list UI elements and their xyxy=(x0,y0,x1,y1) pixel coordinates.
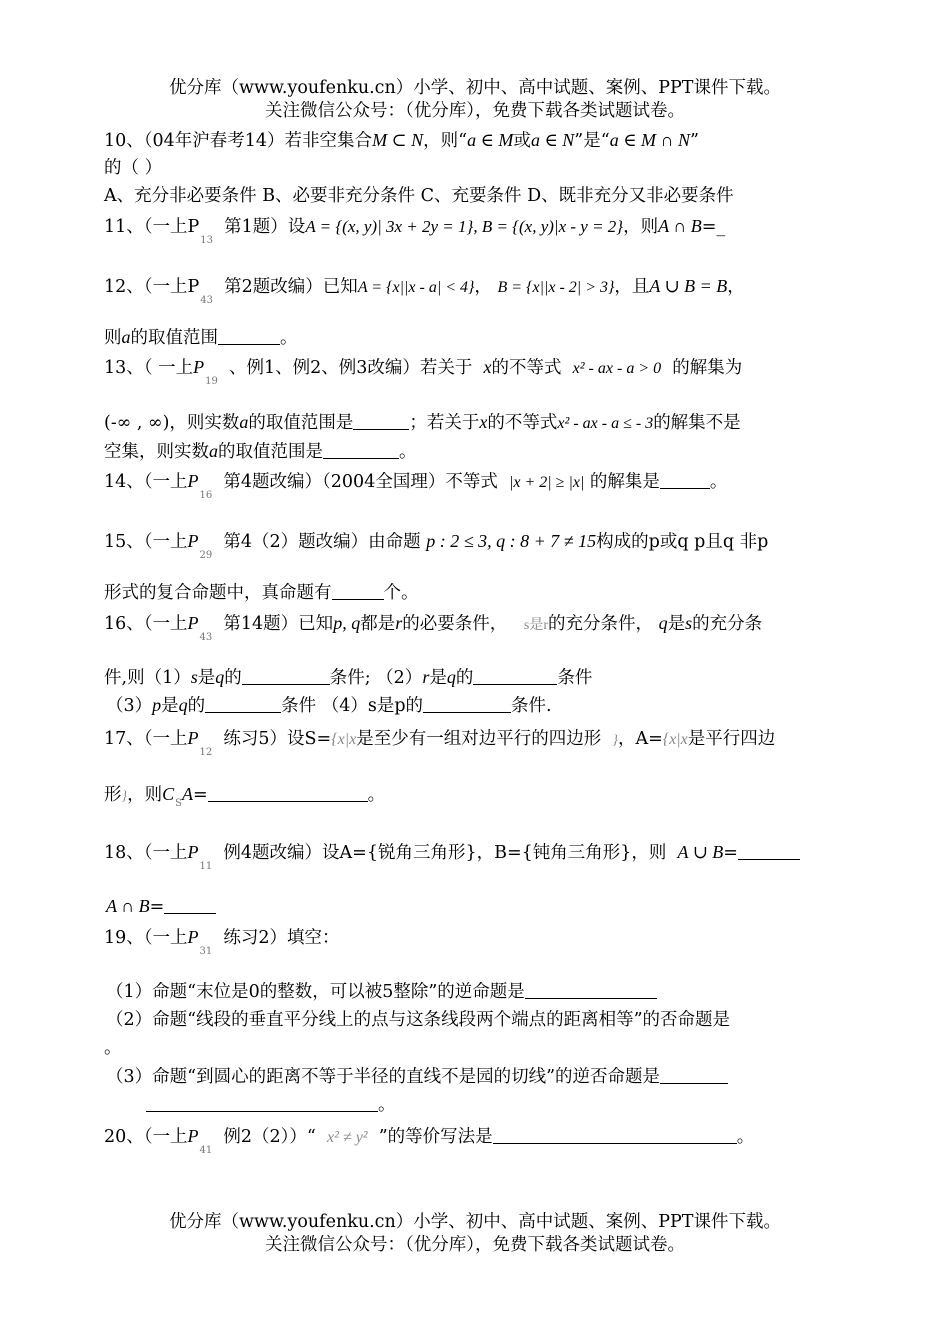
math-q: q xyxy=(658,613,668,633)
math-p: P xyxy=(193,357,205,377)
math-x2-neq-y2: x² ≠ y² xyxy=(327,1129,368,1146)
answer-blank[interactable] xyxy=(738,843,800,860)
text: 条件 xyxy=(557,668,593,688)
math-brace: } xyxy=(121,789,128,804)
math-p: P xyxy=(187,1126,199,1146)
math-set-builder: {x|x xyxy=(331,731,357,748)
text: 第2题改编）已知 xyxy=(224,277,358,297)
question-11-line-1 xyxy=(104,216,726,246)
question-17-prefix: 17、（一上 xyxy=(104,729,188,749)
text: 的必要条件， xyxy=(402,614,508,634)
text: 是 xyxy=(429,668,447,688)
text: 练习2）填空： xyxy=(223,928,340,948)
question-13-line-2 xyxy=(104,412,741,434)
text: 的解集不是 xyxy=(653,413,741,433)
answer-blank[interactable] xyxy=(208,785,368,802)
text: ，则 xyxy=(127,785,163,805)
text: ，且 xyxy=(614,277,650,297)
page-subscript: 31 xyxy=(199,946,213,957)
math-a-in-m-cap-n: a ∈ M ∩ N xyxy=(609,130,691,150)
math-a-cap-b: A ∩ B xyxy=(106,896,150,916)
math-set-a-b: A = {(x, y)| 3x + 2y = 1}, B = {(x, y)|x - y = 2} xyxy=(305,217,624,236)
question-17-line-2 xyxy=(104,784,386,809)
question-10-line-1 xyxy=(104,130,699,152)
answer-blank[interactable] xyxy=(205,696,281,713)
text: = xyxy=(149,897,165,917)
math-p: P xyxy=(187,927,199,947)
question-10-prefix: 10、（04年沪春考14）若非空集合 xyxy=(104,131,373,151)
question-10-options: A、充分非必要条件 B、必要非充分条件 C、充要条件 D、既非充分又非必要条件 xyxy=(104,186,734,206)
text: 是至少有一组对边平行的四边形 xyxy=(356,729,602,749)
text: （3）命题“到圆心的距离不等于半径的直线不是园的切线”的逆否命题是 xyxy=(106,1067,661,1087)
answer-blank[interactable] xyxy=(242,668,330,685)
text: 。 xyxy=(736,1127,755,1147)
text: 的解集是 xyxy=(589,472,660,492)
text: ，A= xyxy=(617,729,663,749)
math-subscript-s: S xyxy=(175,798,182,809)
page-subscript: 43 xyxy=(199,632,213,643)
header-line-2: 关注微信公众号：（优分库），免费下载各类试题试卷。 xyxy=(265,101,685,121)
page-subscript: 13 xyxy=(200,235,214,246)
math-set-b: B = {x||x - 2| > 3} xyxy=(497,279,615,296)
question-15-line-2 xyxy=(104,583,419,604)
math-p: P xyxy=(187,531,199,551)
math-a: a xyxy=(239,412,249,432)
text: 的充分条件， xyxy=(548,614,654,634)
question-19-prefix: 19、（一上 xyxy=(104,928,188,948)
math-q: q xyxy=(215,667,225,687)
text: 都是 xyxy=(360,614,396,634)
question-12-prefix: 12、（一上P xyxy=(104,277,200,297)
text: 空集，则实数 xyxy=(104,442,209,462)
math-q: q xyxy=(178,695,188,715)
math-set-builder: {x|x xyxy=(662,731,688,748)
text: 件,则（1） xyxy=(104,668,191,688)
question-17-line-1 xyxy=(104,728,776,758)
question-19-item-2-end: 。 xyxy=(104,1038,122,1058)
page-subscript: 12 xyxy=(199,747,213,758)
text: 的不等式 xyxy=(491,358,562,378)
math-a: a xyxy=(209,441,218,461)
answer-blank[interactable] xyxy=(473,668,557,685)
math-m-subset-n: M ⊂ N xyxy=(372,130,424,150)
question-15-prefix: 15、（一上 xyxy=(104,532,188,552)
answer-blank[interactable] xyxy=(525,982,657,999)
text: 的 xyxy=(455,668,474,688)
math-p: P xyxy=(187,842,199,862)
question-16-line-1 xyxy=(104,613,763,643)
question-12-line-2 xyxy=(104,327,298,349)
question-19-item-1 xyxy=(106,982,657,1003)
text: 。 xyxy=(378,1095,396,1115)
question-11-prefix: 11、（一上P xyxy=(104,217,200,237)
text: 。 xyxy=(709,472,728,492)
answer-blank[interactable] xyxy=(146,1095,378,1112)
math-a-cap-b: A ∩ B xyxy=(658,216,702,236)
text: 第4题改编）（2004全国理）不等式 xyxy=(223,472,498,492)
text: 练习5）设S= xyxy=(223,729,332,749)
math-p-q: p, q xyxy=(333,613,361,633)
text: 是 xyxy=(161,696,179,716)
text: 是平行四边 xyxy=(687,729,776,749)
text: ， xyxy=(474,277,492,297)
question-18-prefix: 18、（一上 xyxy=(104,843,188,863)
question-13-line-1 xyxy=(104,357,743,387)
math-a: a xyxy=(121,327,131,347)
question-19-item-3 xyxy=(106,1067,728,1088)
answer-blank[interactable] xyxy=(493,1127,737,1144)
text: 的取值范围是 xyxy=(248,413,354,433)
text: 形 xyxy=(104,785,122,805)
page-subscript: 19 xyxy=(205,376,218,387)
page-subscript: 43 xyxy=(200,295,214,306)
text: 。 xyxy=(280,328,298,348)
page-subscript: 41 xyxy=(199,1145,213,1156)
text: 的 xyxy=(187,696,206,716)
answer-blank[interactable] xyxy=(660,1067,728,1084)
math-p: P xyxy=(187,471,199,491)
text: 条件 （4）s是p的 xyxy=(281,696,424,716)
text: 则 xyxy=(104,328,122,348)
text: ”是“ xyxy=(574,131,610,151)
text: ，则 xyxy=(623,217,659,237)
math-r: r xyxy=(422,667,430,687)
question-10-line-2: 的（ ） xyxy=(104,158,163,178)
question-18-line-2 xyxy=(106,896,216,918)
text: 第4（2）题改编）由命题 xyxy=(223,532,421,552)
math-a-in-m: a ∈ M xyxy=(467,130,514,150)
math-p: P xyxy=(187,728,199,748)
math-p: P xyxy=(187,613,199,633)
page-subscript: 11 xyxy=(199,861,213,872)
text: 第14题）已知 xyxy=(223,614,334,634)
footer-line-1: 优分库（www.youfenku.cn）小学、初中、高中试题、案例、PPT课件下载。 xyxy=(169,1212,781,1232)
answer-blank[interactable] xyxy=(164,897,216,914)
question-14-line-1 xyxy=(104,471,728,501)
answer-blank[interactable] xyxy=(323,442,399,459)
question-19-item-3-end xyxy=(146,1095,396,1116)
math-propositions: p : 2 ≤ 3, q : 8 + 7 ≠ 15 xyxy=(426,531,597,551)
text: 的解集为 xyxy=(672,358,743,378)
math-set-a: A = {x||x - a| < 4} xyxy=(357,279,475,296)
answer-blank[interactable] xyxy=(218,328,280,345)
math-abs-inequality: |x + 2| ≥ |x| xyxy=(508,474,585,491)
math-s: s xyxy=(190,667,198,687)
text: 的取值范围是 xyxy=(218,442,323,462)
text: ， xyxy=(727,277,745,297)
text: 个。 xyxy=(383,583,419,603)
math-complement: C xyxy=(162,784,175,804)
text: 构成的p或q p且q 非p xyxy=(596,532,769,552)
text: 条件. xyxy=(511,696,552,716)
math-a-cup-b-eq-b: A ∪ B = B xyxy=(649,276,728,296)
footer-line-2: 关注微信公众号：（优分库），免费下载各类试题试卷。 xyxy=(265,1235,685,1255)
text: ”的等价写法是 xyxy=(378,1127,493,1147)
answer-blank[interactable] xyxy=(332,583,384,600)
math-x: x xyxy=(479,412,488,432)
math-interval: (-∞ , ∞) xyxy=(104,413,170,433)
question-16-prefix: 16、（一上 xyxy=(104,614,188,634)
question-16-line-3 xyxy=(106,695,552,717)
question-16-line-2 xyxy=(104,667,592,689)
text: =_ xyxy=(701,217,726,237)
text: 条件; （2） xyxy=(329,668,423,688)
question-13-line-3 xyxy=(104,441,417,463)
question-14-prefix: 14、（一上 xyxy=(104,472,188,492)
page-subscript: 16 xyxy=(199,490,213,501)
answer-blank[interactable] xyxy=(353,413,409,430)
math-a: A xyxy=(181,784,193,804)
text: 例2（2））“ xyxy=(223,1127,316,1147)
math-r: r xyxy=(395,613,403,633)
text: 或 xyxy=(513,131,531,151)
answer-blank[interactable] xyxy=(423,696,511,713)
text: 的充分条 xyxy=(692,614,763,634)
text: （1）命题“末位是0的整数，可以被5整除”的逆命题是 xyxy=(106,982,525,1002)
math-brace: } xyxy=(612,733,618,748)
math-p: p xyxy=(152,695,162,715)
question-15-line-1 xyxy=(104,531,769,561)
math-x: x xyxy=(483,357,492,377)
text: 。 xyxy=(399,442,417,462)
question-19-item-2: （2）命题“线段的垂直平分线上的点与这条线段两个端点的距离相等”的否命题是 xyxy=(106,1010,731,1030)
text: 形式的复合命题中，真命题有 xyxy=(104,583,332,603)
question-20-prefix: 20、（一上 xyxy=(104,1127,188,1147)
text: ；若关于 xyxy=(409,413,480,433)
text: = xyxy=(723,843,738,863)
text: 的取值范围 xyxy=(130,328,218,348)
math-inequality-2: x² - ax - a ≤ - 3 xyxy=(557,415,654,432)
text: 的 xyxy=(224,668,242,688)
question-13-prefix: 13、（ 一上 xyxy=(104,358,194,378)
math-s: s xyxy=(685,613,693,633)
math-a-in-n: a ∈ N xyxy=(530,130,575,150)
text: = xyxy=(192,785,208,805)
text: ” xyxy=(690,131,699,151)
text: 例4题改编）设A={锐角三角形}，B={钝角三角形}，则 xyxy=(223,843,667,863)
text: ，则实数 xyxy=(169,413,240,433)
text: 。 xyxy=(367,785,386,805)
text: ，则“ xyxy=(423,131,468,151)
text: （3） xyxy=(106,696,153,716)
header-line-1: 优分库（www.youfenku.cn）小学、初中、高中试题、案例、PPT课件下载。 xyxy=(169,78,781,98)
question-20-line-1 xyxy=(104,1126,755,1156)
text: 、例1、例2、例3改编）若关于 xyxy=(228,358,473,378)
answer-blank[interactable] xyxy=(660,472,710,489)
text: 是 xyxy=(667,614,686,634)
math-inequality: x² - ax - a > 0 xyxy=(572,360,662,377)
question-12-line-1 xyxy=(104,276,745,306)
math-a-cup-b: A ∪ B xyxy=(677,842,724,862)
question-19-line-1 xyxy=(104,927,340,957)
text: 的不等式 xyxy=(487,413,558,433)
text: 是 xyxy=(197,668,216,688)
page-subscript: 29 xyxy=(199,550,213,561)
question-18-line-1 xyxy=(104,842,800,872)
math-q: q xyxy=(446,667,456,687)
text: 第1题）设 xyxy=(224,217,306,237)
math-s-is-r: s是r xyxy=(523,618,549,633)
